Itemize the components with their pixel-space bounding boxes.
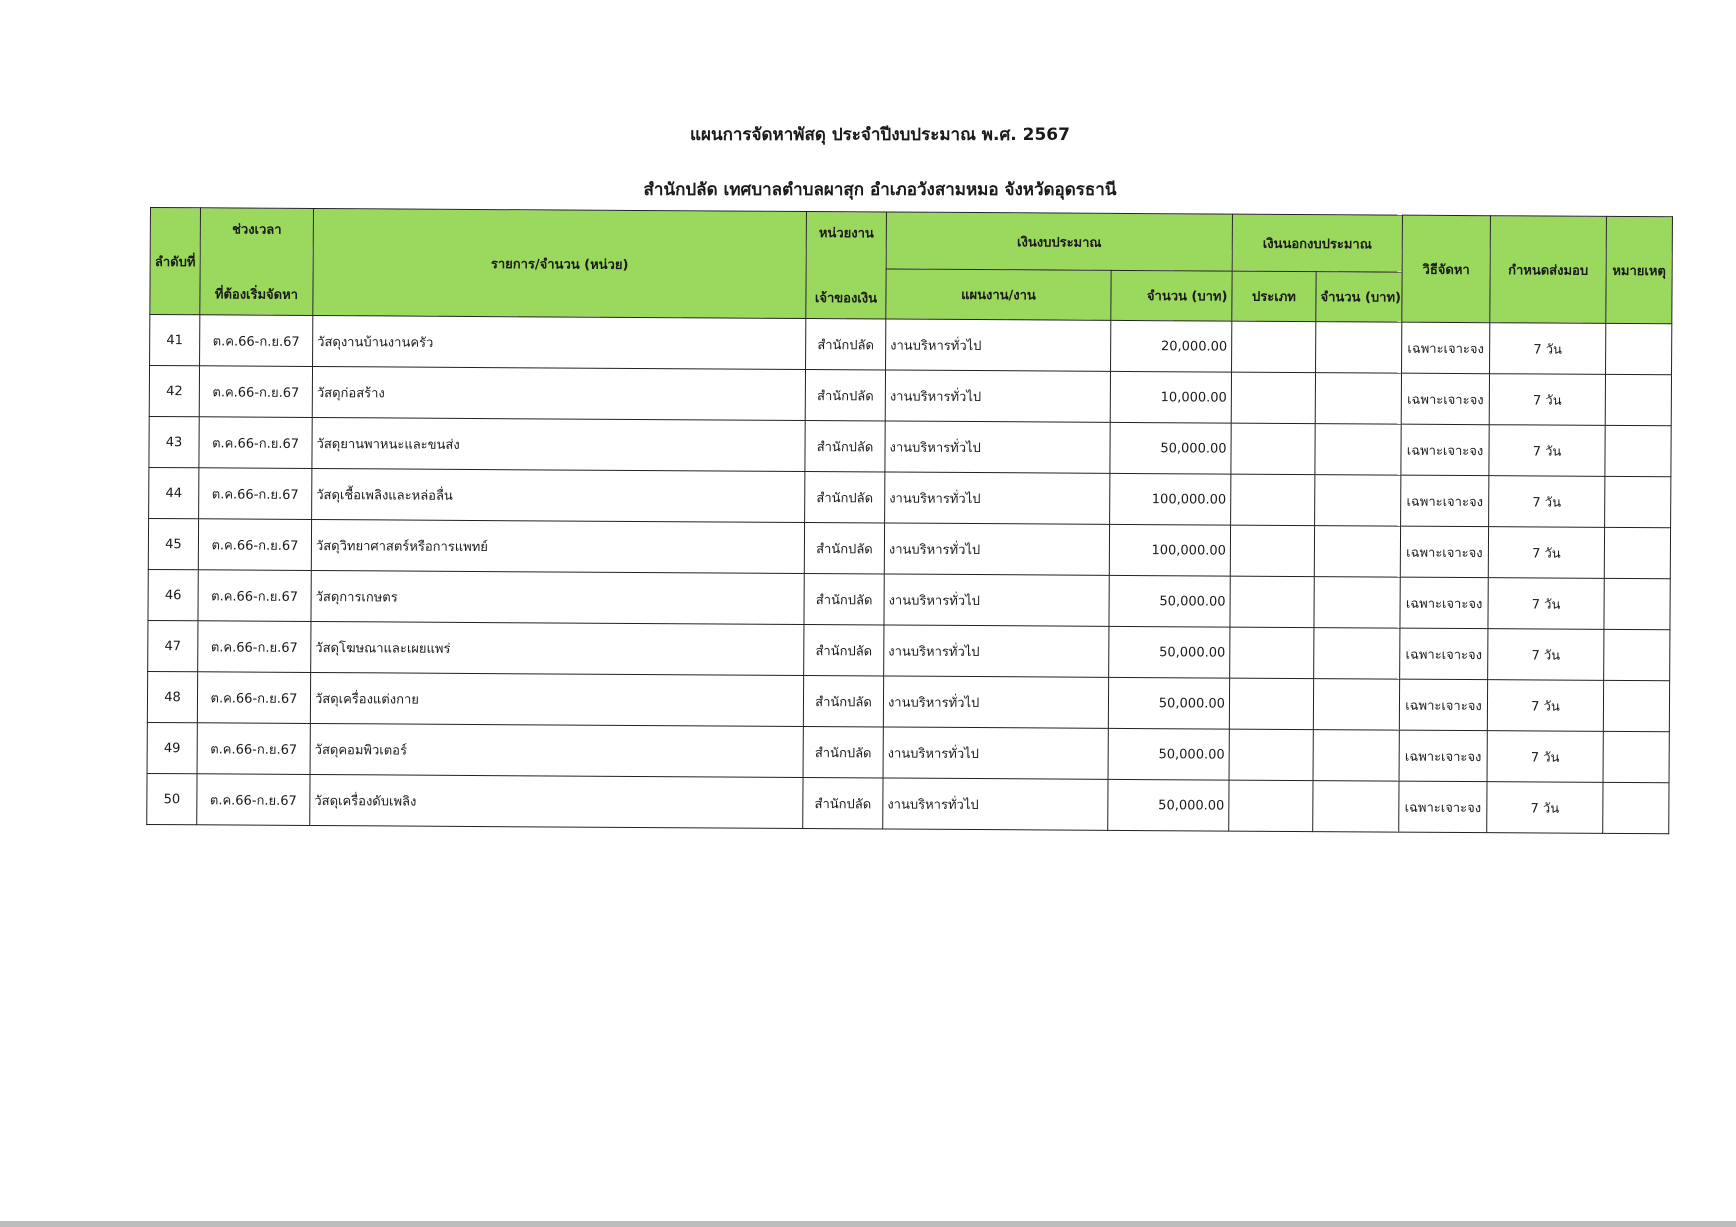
cell-offbudget-type [1231, 474, 1315, 526]
cell-item: วัสดุวิทยาศาสตร์หรือการแพทย์ [311, 519, 804, 573]
header-offbudget-type: ประเภท [1232, 271, 1316, 322]
header-budget-amount: จำนวน (บาท) [1111, 270, 1232, 321]
cell-offbudget-type [1229, 678, 1313, 730]
cell-plan: งานบริหารทั่วไป [886, 319, 1111, 371]
cell-item: วัสดุคอมพิวเตอร์ [310, 723, 803, 777]
table-row [147, 671, 1669, 731]
cell-item: วัสดุยานพาหนะและขนส่ง [312, 417, 805, 471]
table-row [147, 722, 1669, 782]
cell-item: วัสดุการเกษตร [311, 570, 804, 624]
cell-amount: 50,000.00 [1110, 422, 1231, 474]
cell-no: 43 [149, 416, 199, 467]
header-budget: เงินงบประมาณ [886, 212, 1232, 271]
cell-no: 50 [147, 773, 197, 824]
cell-remark [1603, 731, 1669, 782]
cell-delivery: 7 วัน [1489, 476, 1605, 528]
cell-delivery: 7 วัน [1489, 425, 1605, 477]
table-row [149, 467, 1671, 527]
header-remark: หมายเหตุ [1606, 216, 1673, 323]
header-period-line2: ที่ต้องเริ่มจัดหา [214, 287, 299, 303]
cell-offbudget-amount [1313, 679, 1399, 731]
cell-period: ต.ค.66-ก.ย.67 [199, 468, 312, 520]
header-unit-line1: หน่วยงาน [818, 226, 874, 242]
cell-delivery: 7 วัน [1487, 680, 1603, 732]
cell-offbudget-type [1230, 576, 1314, 628]
cell-plan: งานบริหารทั่วไป [885, 370, 1110, 422]
cell-remark [1604, 527, 1670, 578]
cell-remark [1605, 425, 1671, 476]
cell-no: 42 [149, 366, 199, 417]
cell-no: 41 [150, 315, 200, 366]
procurement-plan-table [146, 207, 1673, 834]
cell-plan: งานบริหารทั่วไป [883, 676, 1108, 728]
cell-period: ต.ค.66-ก.ย.67 [198, 519, 311, 571]
cell-offbudget-amount [1314, 526, 1400, 578]
cell-amount: 50,000.00 [1108, 779, 1229, 831]
table-row [149, 416, 1671, 476]
cell-plan: งานบริหารทั่วไป [884, 523, 1109, 575]
cell-no: 47 [148, 620, 198, 671]
table-row [150, 315, 1672, 375]
cell-method: เฉพาะเจาะจง [1400, 628, 1488, 680]
cell-delivery: 7 วัน [1490, 323, 1606, 375]
cell-item: วัสดุเครื่องแต่งกาย [310, 672, 803, 726]
table-row [148, 569, 1670, 629]
cell-unit: สำนักปลัด [805, 472, 885, 523]
header-delivery: กำหนดส่งมอบ [1490, 216, 1607, 324]
cell-remark [1603, 782, 1669, 833]
scan-edge [0, 1221, 1736, 1227]
cell-unit: สำนักปลัด [805, 421, 885, 472]
cell-unit: สำนักปลัด [804, 574, 884, 625]
table-row [148, 620, 1670, 680]
cell-method: เฉพาะเจาะจง [1401, 424, 1489, 476]
header-offbudget: เงินนอกงบประมาณ [1232, 214, 1402, 272]
cell-no: 46 [148, 569, 198, 620]
cell-period: ต.ค.66-ก.ย.67 [197, 774, 310, 826]
cell-unit: สำนักปลัด [805, 370, 885, 421]
cell-item: วัสดุงานบ้านงานครัว [313, 315, 806, 369]
header-period-line1: ช่วงเวลา [232, 222, 282, 238]
table-row [147, 773, 1669, 833]
document-title: แผนการจัดหาพัสดุ ประจำปีงบประมาณ พ.ศ. 2567 [690, 125, 1070, 145]
cell-period: ต.ค.66-ก.ย.67 [197, 672, 310, 724]
cell-remark [1604, 578, 1670, 629]
header-offbudget-amount: จำนวน (บาท) [1316, 272, 1402, 323]
cell-delivery: 7 วัน [1487, 782, 1603, 834]
cell-unit: สำนักปลัด [803, 777, 883, 828]
cell-plan: งานบริหารทั่วไป [884, 625, 1109, 677]
cell-delivery: 7 วัน [1488, 629, 1604, 681]
header-method: วิธีจัดหา [1402, 215, 1491, 323]
cell-plan: งานบริหารทั่วไป [883, 778, 1108, 830]
cell-no: 49 [147, 722, 197, 773]
cell-method: เฉพาะเจาะจง [1400, 577, 1488, 629]
cell-amount: 50,000.00 [1108, 728, 1229, 780]
cell-amount: 100,000.00 [1110, 473, 1231, 525]
cell-remark [1604, 629, 1670, 680]
cell-offbudget-type [1229, 729, 1313, 781]
cell-delivery: 7 วัน [1487, 731, 1603, 783]
header-period [200, 208, 314, 316]
cell-no: 48 [147, 671, 197, 722]
cell-period: ต.ค.66-ก.ย.67 [198, 621, 311, 673]
cell-method: เฉพาะเจาะจง [1399, 781, 1487, 833]
cell-offbudget-amount [1313, 781, 1399, 833]
cell-offbudget-type [1231, 372, 1315, 424]
cell-method: เฉพาะเจาะจง [1399, 679, 1487, 731]
cell-item: วัสดุโฆษณาและเผยแพร่ [311, 621, 804, 675]
cell-remark [1605, 374, 1671, 425]
cell-no: 45 [148, 518, 198, 569]
cell-period: ต.ค.66-ก.ย.67 [197, 723, 310, 775]
header-no: ลำดับที่ [150, 208, 201, 315]
cell-item: วัสดุเชื้อเพลิงและหล่อลื่น [312, 468, 805, 522]
cell-remark [1606, 323, 1672, 374]
cell-amount: 20,000.00 [1111, 320, 1232, 372]
cell-period: ต.ค.66-ก.ย.67 [200, 315, 313, 367]
cell-period: ต.ค.66-ก.ย.67 [199, 366, 312, 418]
cell-offbudget-amount [1315, 373, 1401, 425]
cell-method: เฉพาะเจาะจง [1401, 475, 1489, 527]
cell-method: เฉพาะเจาะจง [1400, 526, 1488, 578]
table-row [149, 366, 1671, 426]
header-unit-line2: เจ้าของเงิน [814, 291, 878, 307]
cell-delivery: 7 วัน [1488, 527, 1604, 579]
cell-offbudget-type [1231, 423, 1315, 475]
cell-item: วัสดุเครื่องดับเพลิง [310, 774, 803, 828]
cell-plan: งานบริหารทั่วไป [885, 472, 1110, 524]
cell-offbudget-amount [1316, 322, 1402, 374]
cell-delivery: 7 วัน [1489, 374, 1605, 426]
header-unit [806, 212, 887, 319]
cell-offbudget-amount [1314, 628, 1400, 680]
header-item: รายการ/จำนวน (หน่วย) [313, 208, 807, 318]
cell-offbudget-amount [1314, 577, 1400, 629]
cell-amount: 50,000.00 [1109, 575, 1230, 627]
document-subtitle: สำนักปลัด เทศบาลตำบลผาสุก อำเภอวังสามหมอ จังหวัดอุดรธานี [643, 180, 1117, 200]
cell-no: 44 [149, 467, 199, 518]
cell-amount: 50,000.00 [1108, 677, 1229, 729]
cell-plan: งานบริหารทั่วไป [883, 727, 1108, 779]
cell-method: เฉพาะเจาะจง [1402, 322, 1490, 374]
cell-remark [1603, 680, 1669, 731]
cell-method: เฉพาะเจาะจง [1399, 730, 1487, 782]
cell-item: วัสดุก่อสร้าง [312, 366, 805, 420]
cell-plan: งานบริหารทั่วไป [885, 421, 1110, 473]
cell-remark [1605, 476, 1671, 527]
cell-offbudget-amount [1315, 424, 1401, 476]
cell-delivery: 7 วัน [1488, 578, 1604, 630]
cell-unit: สำนักปลัด [804, 523, 884, 574]
cell-offbudget-amount [1315, 475, 1401, 527]
header-budget-plan: แผนงาน/งาน [886, 269, 1111, 320]
cell-plan: งานบริหารทั่วไป [884, 574, 1109, 626]
cell-unit: สำนักปลัด [804, 625, 884, 676]
cell-period: ต.ค.66-ก.ย.67 [198, 570, 311, 622]
cell-unit: สำนักปลัด [803, 676, 883, 727]
cell-amount: 100,000.00 [1109, 524, 1230, 576]
cell-offbudget-amount [1313, 730, 1399, 782]
cell-amount: 50,000.00 [1109, 626, 1230, 678]
cell-offbudget-type [1232, 321, 1316, 373]
cell-unit: สำนักปลัด [806, 319, 886, 370]
table-row [148, 518, 1670, 578]
cell-method: เฉพาะเจาะจง [1401, 373, 1489, 425]
cell-offbudget-type [1230, 627, 1314, 679]
cell-unit: สำนักปลัด [803, 727, 883, 778]
cell-offbudget-type [1230, 525, 1314, 577]
cell-amount: 10,000.00 [1110, 371, 1231, 423]
cell-period: ต.ค.66-ก.ย.67 [199, 417, 312, 469]
cell-offbudget-type [1229, 780, 1313, 832]
